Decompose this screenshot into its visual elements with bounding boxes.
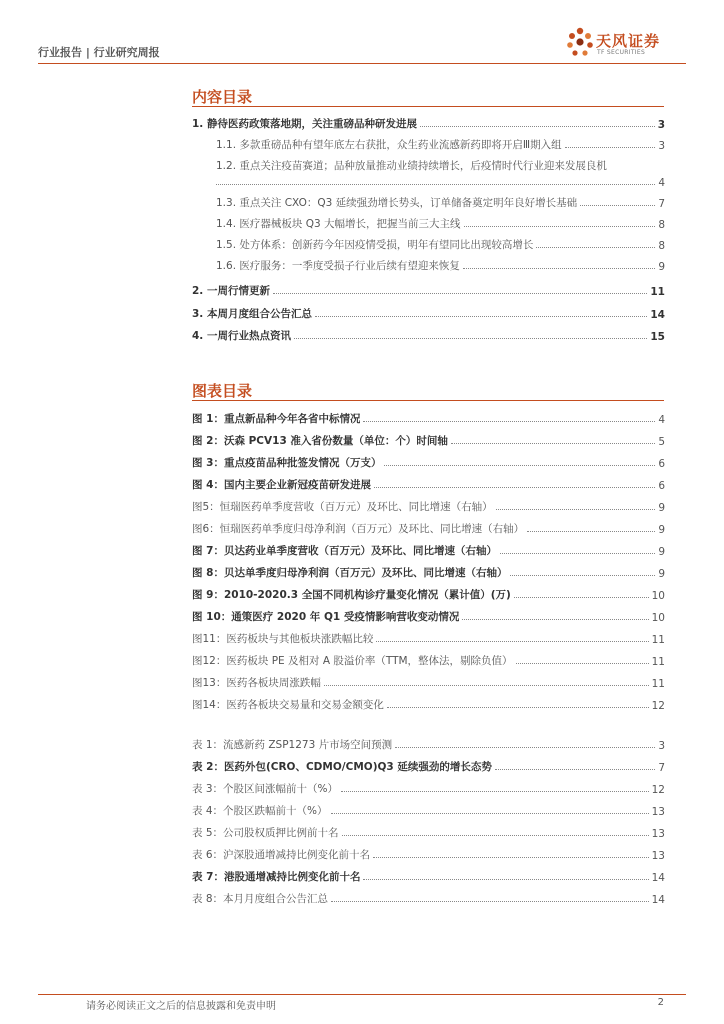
figure-item[interactable]: 图 2：沃森 PCV13 准入省份数量（单位：个）时间轴 5 [192, 435, 665, 448]
toc-item[interactable]: 1.5. 处方体系：创新药今年因疫情受损，明年有望同比出现较高增长 8 [216, 239, 665, 252]
toc-item[interactable]: 1.4. 医疗器械板块 Q3 大幅增长，把握当前三大主线 8 [216, 218, 665, 231]
brand-name: 天风证券 [596, 32, 661, 50]
table-item[interactable]: 表 1：流感新药 ZSP1273 片市场空间预测 3 [192, 739, 665, 752]
toc-item[interactable]: 1.1. 多款重磅品种有望年底左右获批，众生药业流感新药即将开启Ⅲ期入组 3 [216, 139, 665, 152]
brand-sub: TF SECURITIES [597, 49, 646, 56]
table-item[interactable]: 表 3：个股区间涨幅前十（%） 12 [192, 783, 665, 796]
footer-disclaimer: 请务必阅读正文之后的信息披露和免责申明 [86, 1001, 276, 1012]
toc-item[interactable]: 1.6. 医疗服务：一季度受损子行业后续有望迎来恢复 9 [216, 260, 665, 273]
figure-item[interactable]: 图 7：贝达药业单季度营收（百万元）及环比、同比增速（右轴） 9 [192, 545, 665, 558]
toc-item[interactable]: 1.2. 重点关注疫苗赛道；品种放量推动业绩持续增长，后疫情时代行业迎来发展良机 4 [216, 160, 665, 189]
figure-item[interactable]: 图5：恒瑞医药单季度营收（百万元）及环比、同比增速（右轴） 9 [192, 501, 665, 514]
table-item[interactable]: 表 2：医药外包(CRO、CDMO/CMO)Q3 延续强劲的增长态势 7 [192, 761, 665, 774]
figure-item[interactable]: 图13：医药各板块周涨跌幅 11 [192, 677, 665, 690]
header-divider [38, 63, 686, 64]
toc-item[interactable]: 4. 一周行业热点资讯 15 [192, 330, 665, 343]
brand-logo [566, 26, 696, 62]
flower-logo-icon [566, 26, 594, 60]
content-toc-divider [192, 106, 664, 107]
content-toc [192, 110, 665, 343]
table-list [192, 730, 665, 906]
figure-item[interactable]: 图 1：重点新品种今年各省中标情况 4 [192, 413, 665, 426]
footer-divider [38, 994, 686, 995]
figure-toc-title: 图表目录 [192, 382, 253, 400]
toc-item[interactable]: 1.3. 重点关注 CXO：Q3 延续强劲增长势头，订单储备奠定明年良好增长基础 7 [216, 197, 665, 210]
figure-item[interactable]: 图14：医药各板块交易量和交易金额变化 12 [192, 699, 665, 712]
content-toc-title: 内容目录 [192, 88, 253, 106]
table-item[interactable]: 表 5：公司股权质押比例前十名 13 [192, 827, 665, 840]
table-item[interactable]: 表 8：本月月度组合公告汇总 14 [192, 893, 665, 906]
figure-list [192, 404, 665, 712]
figure-item[interactable]: 图6：恒瑞医药单季度归母净利润（百万元）及环比、同比增速（右轴） 9 [192, 523, 665, 536]
page-number: 2 [657, 997, 664, 1008]
toc-item[interactable]: 2. 一周行情更新 11 [192, 285, 665, 298]
figure-item[interactable]: 图 8：贝达单季度归母净利润（百万元）及环比、同比增速（右轴） 9 [192, 567, 665, 580]
toc-item[interactable]: 3. 本周月度组合公告汇总 14 [192, 308, 665, 321]
figure-item[interactable]: 图11：医药板块与其他板块涨跌幅比较 11 [192, 633, 665, 646]
figure-item[interactable]: 图 10：通策医疗 2020 年 Q1 受疫情影响营收变动情况 10 [192, 611, 665, 624]
table-item[interactable]: 表 7：港股通增减持比例变化前十名 14 [192, 871, 665, 884]
figure-toc-divider [192, 400, 664, 401]
table-item[interactable]: 表 4：个股区跌幅前十（%） 13 [192, 805, 665, 818]
figure-item[interactable]: 图12：医药板块 PE 及相对 A 股溢价率（TTM，整体法，剔除负值） 11 [192, 655, 665, 668]
figure-item[interactable]: 图 4：国内主要企业新冠疫苗研发进展 6 [192, 479, 665, 492]
toc-item[interactable]: 1. 静待医药政策落地期，关注重磅品种研发进展 3 [192, 118, 665, 131]
table-item[interactable]: 表 6：沪深股通增减持比例变化前十名 13 [192, 849, 665, 862]
figure-item[interactable]: 图 3：重点疫苗品种批签发情况（万支） 6 [192, 457, 665, 470]
figure-item[interactable]: 图 9：2010-2020.3 全国不同机构诊疗量变化情况（累计值）(万) 10 [192, 589, 665, 602]
report-header-label: 行业报告 | 行业研究周报 [38, 46, 160, 59]
